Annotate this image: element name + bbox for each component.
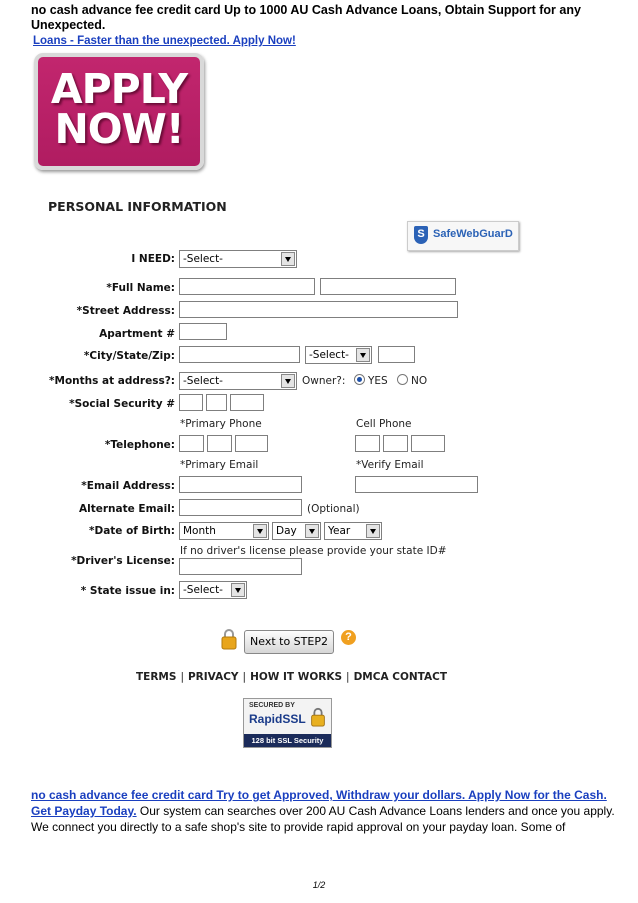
state-select[interactable]: -Select- [305,346,372,364]
alt-email-input[interactable] [179,499,302,516]
license-label: *Driver's License: [71,555,175,567]
apply-now-link[interactable]: Loans - Faster than the unexpected. Apply Now! [33,35,296,47]
full-name-label: *Full Name: [106,282,175,294]
rapidssl-badge [243,698,332,748]
need-label: I NEED: [131,253,175,265]
owner-yes-label: YES [368,375,388,387]
telephone-label: *Telephone: [104,439,175,451]
owner-no-label: NO [411,375,428,387]
owner-label: Owner?: [302,375,346,387]
email-input[interactable] [179,476,302,493]
street-label: *Street Address: [76,305,175,317]
optional-label: (Optional) [307,503,360,515]
approval-link[interactable]: no cash advance fee credit card Try to get Approved, Withdraw your dollars. Apply Now for the Cash. [31,788,607,802]
primary-email-label: *Primary Email [180,459,259,471]
terms-link[interactable]: TERMS [136,671,177,683]
apply-text-line1: APPLY [50,65,188,113]
chevron-down-icon [281,374,295,388]
alt-email-label: Alternate Email: [79,503,175,515]
state-issue-select[interactable]: -Select- [179,581,247,599]
city-input[interactable] [179,346,300,363]
ssl-strength: 128 bit SSL Security [244,734,331,747]
last-name-input[interactable] [320,278,456,295]
cell-area-input[interactable] [355,435,380,452]
dob-day-select[interactable]: Day [272,522,321,540]
phone-area-input[interactable] [179,435,204,452]
lock-icon [221,628,237,650]
privacy-link[interactable]: PRIVACY [187,671,239,683]
cell-prefix-input[interactable] [383,435,408,452]
ssn-part1-input[interactable] [179,394,203,411]
shield-icon: S [414,226,428,244]
need-select[interactable]: -Select- [179,250,297,268]
phone-line-input[interactable] [235,435,268,452]
ssn-label: *Social Security # [69,398,175,410]
owner-no-radio[interactable] [397,374,408,385]
ssl-brand: RapidSSL [249,712,306,726]
page-number: 1/2 [312,880,326,890]
body-text: Our system can searches over 200 AU Cash Advance Loans lenders and once you apply. We connect you directly to a safe shop's site to provide rapid approval on your payday loan. Some of [31,804,615,834]
chevron-down-icon [231,583,245,597]
padlock-icon [310,707,326,727]
dob-label: *Date of Birth: [89,525,175,537]
email-label: *Email Address: [81,480,175,492]
state-issue-label: * State issue in: [80,585,175,597]
cell-phone-label: Cell Phone [356,418,412,430]
verify-email-input[interactable] [355,476,478,493]
months-label: *Months at address?: [49,375,175,387]
apartment-label: Apartment # [99,328,175,340]
cell-line-input[interactable] [411,435,445,452]
license-input[interactable] [179,558,302,575]
ssl-secured-by: SECURED BY [249,702,295,709]
zip-input[interactable] [378,346,415,363]
document-title: no cash advance fee credit card Up to 1000 AU Cash Advance Loans, Obtain Support for any Unexpected. [31,3,581,32]
help-icon[interactable]: ? [341,630,356,645]
section-title: PERSONAL INFORMATION [48,199,227,214]
primary-phone-label: *Primary Phone [180,418,262,430]
dob-month-select[interactable]: Month [179,522,269,540]
ssn-part2-input[interactable] [206,394,227,411]
next-step-button[interactable]: Next to STEP2 [244,630,334,654]
city-label: *City/State/Zip: [83,350,175,362]
chevron-down-icon [366,524,380,538]
payday-link[interactable]: Get Payday Today. [31,804,137,818]
apply-text-line2: NOW! [54,105,184,153]
chevron-down-icon [281,252,295,266]
safewebguard-badge [407,221,519,251]
first-name-input[interactable] [179,278,315,295]
ssn-part3-input[interactable] [230,394,264,411]
apartment-input[interactable] [179,323,227,340]
license-note: If no driver's license please provide your state ID# [180,545,447,557]
apply-now-banner[interactable] [34,53,204,170]
street-input[interactable] [179,301,458,318]
how-it-works-link[interactable]: HOW IT WORKS [250,671,343,683]
chevron-down-icon [305,524,319,538]
footer-links: TERMS | PRIVACY | HOW IT WORKS | DMCA CONTACT [136,671,448,683]
dmca-contact-link[interactable]: DMCA CONTACT [353,671,448,683]
chevron-down-icon [356,348,370,362]
body-paragraph [31,787,616,835]
phone-prefix-input[interactable] [207,435,232,452]
dob-year-select[interactable]: Year [324,522,382,540]
badge-label: SafeWebGuarD [433,228,513,240]
months-select[interactable]: -Select- [179,372,297,390]
verify-email-label: *Verify Email [356,459,424,471]
owner-yes-radio[interactable] [354,374,365,385]
chevron-down-icon [253,524,267,538]
